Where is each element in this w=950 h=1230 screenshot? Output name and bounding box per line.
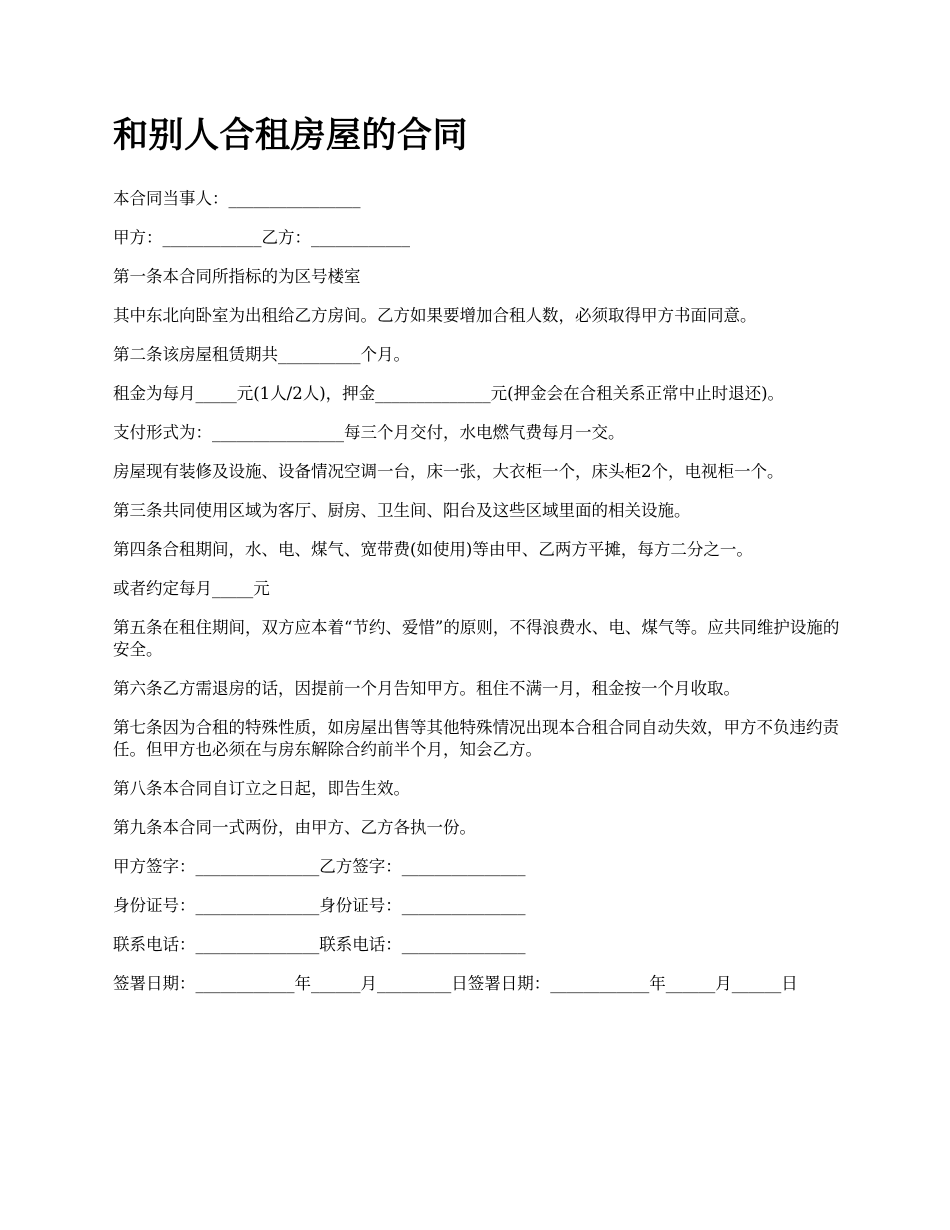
article-1-detail: 其中东北向卧室为出租给乙方房间。乙方如果要增加合租人数，必须取得甲方书面同意。	[113, 306, 757, 325]
parties-line: 本合同当事人：________________	[113, 189, 361, 208]
phone-line: 联系电话：_______________联系电话：_______________	[113, 935, 526, 954]
article-7: 第七条因为合租的特殊性质，如房屋出售等其他特殊情况出现本合租合同自动失效，甲方不负违约责任。但甲方也必须在与房东解除合约前半个月，知会乙方。	[113, 718, 839, 759]
article-2: 第二条该房屋租赁期共__________个月。	[113, 345, 410, 364]
article-3: 第三条共同使用区域为客厅、厨房、卫生间、阳台及这些区域里面的相关设施。	[113, 501, 691, 520]
signature-line: 甲方签字：_______________乙方签字：_______________	[113, 857, 526, 876]
article-5: 第五条在租住期间，双方应本着“节约、爱惜”的原则，不得浪费水、电、煤气等。应共同维护设施的安全。	[113, 618, 840, 659]
article-9: 第九条本合同一式两份，由甲方、乙方各执一份。	[113, 818, 476, 837]
article-1: 第一条本合同所指标的为区号楼室	[113, 267, 361, 286]
article-4-alternative: 或者约定每月_____元	[113, 579, 270, 598]
article-8: 第八条本合同自订立之日起，即告生效。	[113, 779, 410, 798]
signing-date-line: 签署日期：____________年______月_________日签署日期：____________年______月______日	[113, 974, 798, 993]
payment-method: 支付形式为：________________每三个月交付，水电燃气费每月一交。	[113, 423, 625, 442]
facilities-list: 房屋现有装修及设施、设备情况空调一台，床一张，大衣柜一个，床头柜2个，电视柜一个。	[113, 462, 784, 481]
rent-and-deposit: 租金为每月_____元(1人/2人)，押金______________元(押金会在合租关系正常中止时退还)。	[113, 384, 785, 403]
article-6: 第六条乙方需退房的话，因提前一个月告知甲方。租住不满一月，租金按一个月收取。	[113, 679, 740, 698]
contract-document	[113, 112, 845, 1012]
id-number-line: 身份证号：_______________身份证号：_______________	[113, 896, 526, 915]
party-a-b-line: 甲方：____________乙方：____________	[113, 228, 410, 247]
document-title: 和别人合租房屋的合同	[113, 115, 469, 156]
article-4: 第四条合租期间，水、电、煤气、宽带费(如使用)等由甲、乙两方平摊，每方二分之一。	[113, 540, 753, 559]
